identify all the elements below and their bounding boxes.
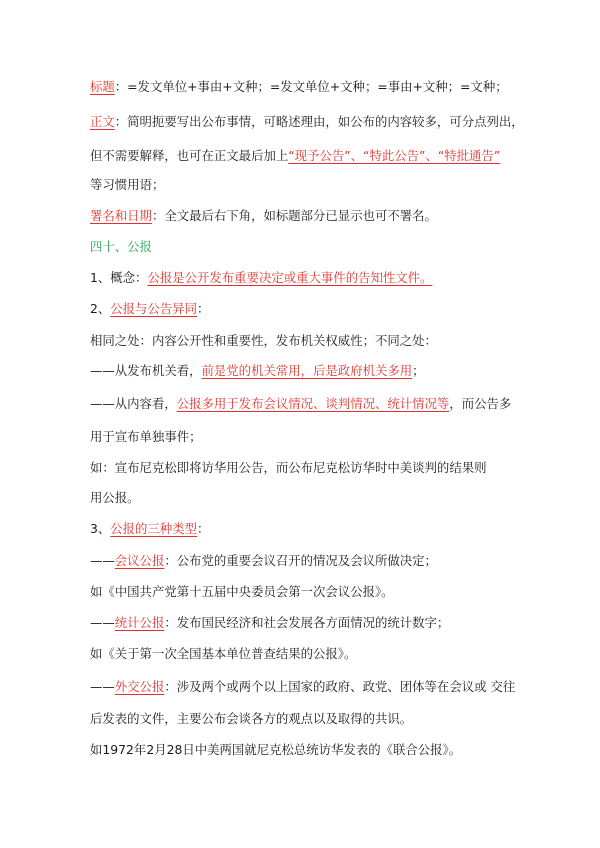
content-suffix: ，而公告多 [449,396,512,411]
similarities-line: 相同之处：内容公开性和重要性，发布机关权威性；不同之处： [90,333,437,348]
issuer-difference-line [90,362,425,380]
content-emphasis: 公报多用于发布会议情况、谈判情况、统计情况等 [176,396,450,411]
types-suffix: ： [197,521,210,536]
content-difference-line-2: 用于宣布单独事件； [90,429,202,444]
statistics-type: 统计公报 [114,615,165,630]
comparison-suffix: ： [197,301,210,316]
diplomatic-prefix: —— [90,679,115,694]
example-line-2: 用公报。 [90,490,140,505]
statistics-prefix: —— [90,615,115,630]
meeting-communique-line [90,552,437,570]
signature-date-label: 署名和日期 [90,208,152,223]
meeting-example-line: 如《中国共产党第十五届中央委员会第一次会议公报》。 [90,584,394,599]
types-title: 公报的三种类型 [110,521,198,536]
signature-date-text: ：全文最后右下角，如标题部分已显示也可不署名。 [151,208,437,223]
concept-prefix: 1、概念： [90,270,148,285]
title-format-text: ：=发文单位+事由+文种；=发文单位+文种；=事由+文种；=文种； [114,79,508,94]
issuer-emphasis: 前是党的机关常用，后是政府机关多用 [201,363,413,378]
body-rule-line-2 [90,147,500,165]
body-rule-line-3 [90,176,164,194]
comparison-title: 公报与公告异同 [110,301,198,316]
closing-phrases: “现予公告”、“特此公告”、“特批通告” [288,148,501,163]
concept-definition: 公报是公开发布重要决定或重大事件的告知性文件。 [147,270,433,285]
statistics-example-line: 如《关于第一次全国基本单位普查结果的公报》。 [90,646,357,661]
body-rule-text-2: 但不需要解释，也可在正文最后加上 [90,148,289,163]
title-format-line [90,78,508,96]
issuer-prefix: ——从发布机关看， [90,363,202,378]
comparison-prefix: 2、 [90,301,111,316]
concept-line [90,269,432,287]
comparison-heading [90,300,209,318]
section-heading: 四十、公报 [90,239,152,254]
meeting-type: 会议公报 [114,553,165,568]
meeting-prefix: —— [90,553,115,568]
body-label: 正文 [90,114,115,129]
types-prefix: 3、 [90,521,111,536]
diplomatic-example-line: 如1972年2月28日中美两国就尼克松总统访华发表的《联合公报》。 [90,742,462,757]
diplomatic-text: ：涉及两个或两个以上国家的政府、政党、团体等在会议或 交往 [164,679,516,694]
content-prefix: ——从内容看， [90,396,177,411]
body-rule-line [90,113,524,131]
body-rule-text-3: 等习惯用语； [90,177,165,192]
types-heading [90,520,209,538]
issuer-suffix: ； [412,363,425,378]
diplomatic-type: 外交公报 [114,679,165,694]
title-label: 标题 [90,79,115,94]
statistics-communique-line [90,614,449,632]
content-difference-line [90,395,511,413]
example-line: 如：宣布尼克松即将访华用公告，而公布尼克松访华时中美谈判的结果则 [90,460,487,475]
diplomatic-communique-line [90,678,515,696]
diplomatic-text-line-2: 后发表的文件，主要公布会谈各方的观点以及取得的共识。 [90,711,413,726]
signature-date-line [90,207,437,225]
body-rule-text: ：简明扼要写出公布事情，可略述理由，如公布的内容较多，可分点列出， [114,114,524,129]
meeting-text: ：公布党的重要会议召开的情况及会议所做决定； [164,553,437,568]
statistics-text: ：发布国民经济和社会发展各方面情况的统计数字； [164,615,450,630]
